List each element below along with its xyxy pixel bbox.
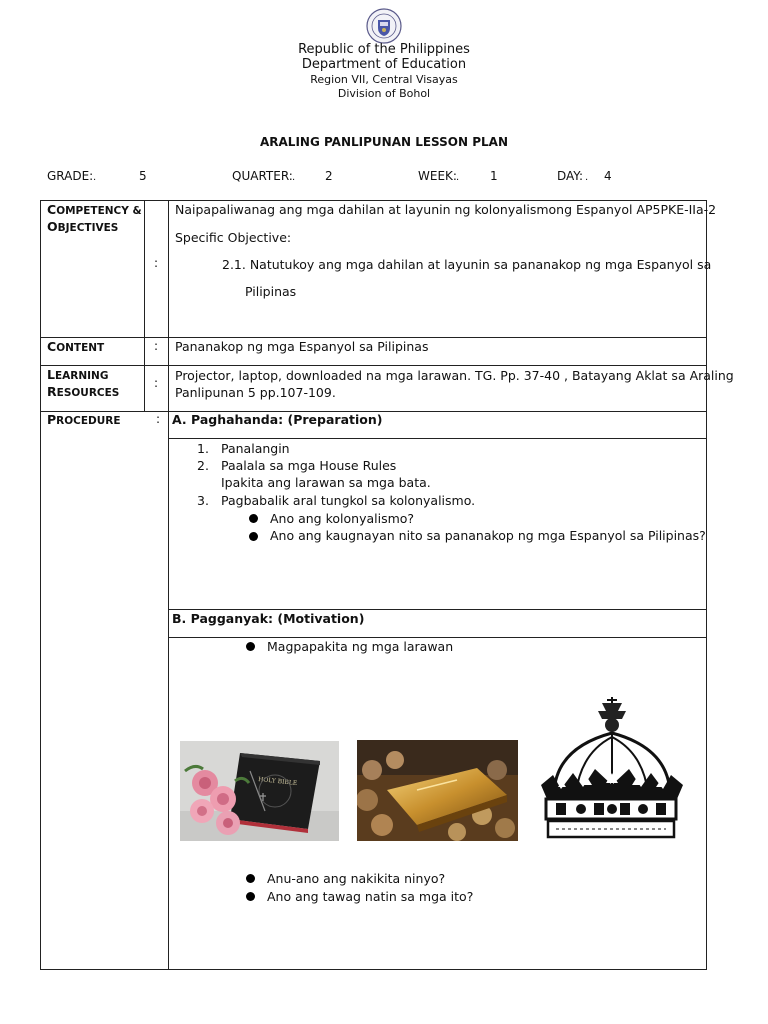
day-label: DAY: [557,169,584,183]
procedure-label: PROCEDURE [47,412,121,427]
procedure-colon: : [156,412,161,426]
competency-main-text: Naipapaliwanag ang mga dahilan at layunin ng kolonyalismong Espanyol AP5PKE-IIa-2 [175,202,717,217]
grade-value: 5 [139,169,147,183]
resources-line2: Panlipunan 5 pp.107-109. [175,385,336,400]
a-item-num-2: 2. [197,458,209,473]
objective-item-line2: Pilipinas [245,284,297,299]
content-label: CONTENT [47,339,105,354]
competency-label: COMPETENCY & OBJECTIVES [47,202,142,234]
content-value: Pananakop ng mga Espanyol sa Pilipinas [175,339,429,354]
a-item-text-2b: Ipakita ang larawan sa mga bata. [221,475,431,490]
content-colon: : [154,339,159,353]
section-b-heading: B. Pagganyak: (Motivation) [172,611,365,626]
b-bullet-top: Magpapakita ng mga larawan [267,639,454,654]
week-value: 1 [490,169,498,183]
specific-objective-label: Specific Objective: [175,230,292,245]
a-item-text-3: Pagbabalik aral tungkol sa kolonyalismo. [221,493,476,508]
header-region: Region VII, Central Visayas [310,73,458,86]
gold-coins-image [357,740,518,841]
resources-colon: : [154,376,159,390]
a-item-text-2: Paalala sa mga House Rules [221,458,397,473]
resources-line1: Projector, laptop, downloaded na mga larawan. TG. Pp. 37-40 , Batayang Aklat sa Araling [175,368,734,383]
bible-cover-text: HOLY BIBLE [257,776,298,788]
section-a-heading: A. Paghahanda: (Preparation) [172,412,383,427]
b-bullet-2: Ano ang tawag natin sa mga ito? [267,889,474,904]
day-value: 4 [604,169,612,183]
resources-label: LEARNING RESOURCES [47,367,120,399]
b-bullet-1: Anu-ano ang nakikita ninyo? [267,871,446,886]
a-item-num-1: 1. [197,441,209,456]
bullet-icon [249,514,258,523]
bullet-icon [246,892,255,901]
bullet-icon [246,874,255,883]
bullet-icon [249,532,258,541]
roses-bible-image [180,741,339,841]
a-item-num-3: 3. [197,493,209,508]
week-marker: . [456,172,460,183]
objective-item-line1: 2.1. Natutukoy ang mga dahilan at layunin sa pananakop ng mga Espanyol sa [222,257,712,272]
header-republic: Republic of the Philippines [298,42,470,57]
grade-marker: . [93,172,97,183]
quarter-label: QUARTER: [232,169,293,183]
header-department: Department of Education [301,57,467,72]
grade-label: GRADE: [47,169,94,183]
quarter-value: 2 [325,169,333,183]
quarter-marker: . [292,172,296,183]
a-bullet-1: Ano ang kolonyalismo? [270,511,415,526]
page-title: ARALING PANLIPUNAN LESSON PLAN [259,135,508,149]
day-marker: . [585,172,589,183]
deped-seal-logo [366,8,402,44]
bullet-icon [246,642,255,651]
a-item-text-1: Panalangin [221,441,290,456]
week-label: WEEK: [418,169,457,183]
header-division: Division of Bohol [337,87,431,100]
a-bullet-2: Ano ang kaugnayan nito sa pananakop ng mga Espanyol sa Pilipinas? [270,528,706,543]
competency-colon: : [154,256,159,270]
crown-image [536,693,686,843]
